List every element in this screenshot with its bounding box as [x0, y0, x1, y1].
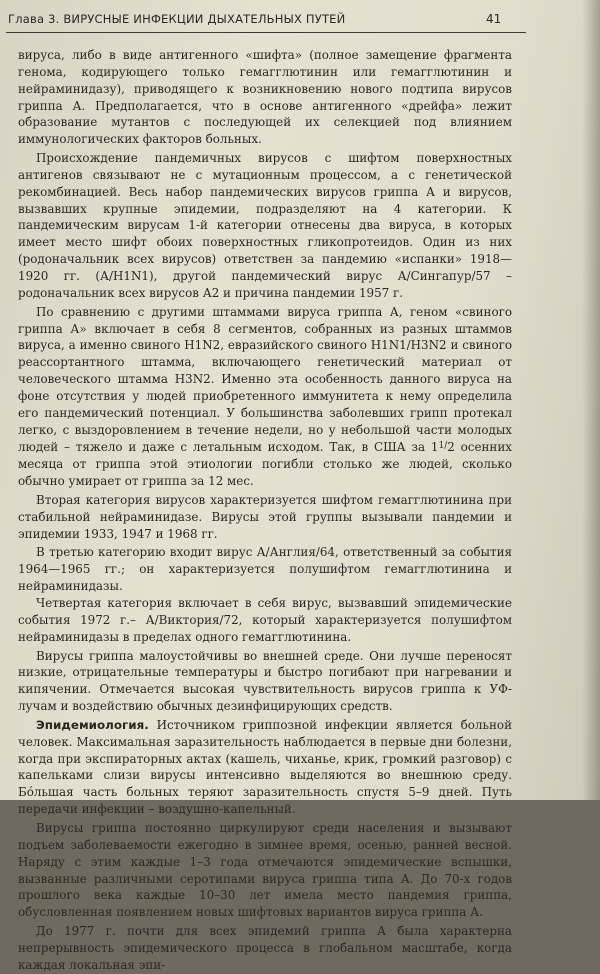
paragraph-antigenic-shift: вируса, либо в виде антигенного «шифта» (полное замещение фрагмента генома, кодирующего только гемагглютинин или гемагглютинин и нейраминидазу), приводящего к возникновению нового подтипа вирусов гриппа А. Предполагается, что в основе антигенного «дрейфа» лежит образование мутантов с последующей их селекцией под влиянием иммунологических факторов больных.: [18, 48, 512, 147]
paragraph-pandemic-origin: Происхождение пандемичных вирусов с шифтом поверхностных антигенов связывают не с мутационным процессом, а с генетической рекомбинацией. Весь набор пандемических вирусов гриппа А и вирусов, вызвавших крупные эпидемии, подразделяют на 4 категории. К пандемическим вирусам 1-й категории отнесены два вируса, в которых имеет место шифт обоих поверхностных гликопротеидов. Один из них (родоначальник всех вирусов) ответствен за пандемию «испанки» 1918—1920 гг. (А/H1N1), другой пандемический вирус А/Сингапур/57 – родоначальник всех вирусов А2 и причина пандемии 1957 г.: [18, 151, 512, 300]
fraction-denominator: 2: [447, 440, 455, 455]
fraction-numerator: 1/: [438, 441, 448, 452]
paragraph-fourth-category: Четвертая категория включает в себя вирус, вызвавший эпидемические события 1972 г.– А/Виктория/72, который характеризуется полушифтом нейраминидазы в пределах одного гемагглютинина.: [18, 596, 512, 644]
page-shadow: [582, 0, 600, 800]
paragraph-circulation: Вирусы гриппа постоянно циркулируют среди населения и вызывают подъем заболеваемости ежегодно в зимнее время, осенью, ранней весной. Наряду с этим каждые 1–3 года отмечаются эпидемические вспышки, вызванные различными серотипами вируса гриппа типа А. До 70-х годов прошлого века каждые 10–30 лет имела место пандемия гриппа, обусловленная появлением новых шифтовых вариантов вируса гриппа А.: [18, 820, 512, 920]
body-text: [18, 47, 512, 974]
chapter-header: Глава 3. ВИРУСНЫЕ ИНФЕКЦИИ ДЫХАТЕЛЬНЫХ ПУТЕЙ: [8, 12, 346, 26]
paragraph-second-category: Вторая категория вирусов характеризуется шифтом гемагглютинина при стабильной нейраминидазе. Вирусы этой группы вызывали пандемии и эпидемии 1933, 1947 и 1968 гг.: [18, 492, 512, 541]
swine-flu-text-start: По сравнению с другими штаммами вируса гриппа А, геном «свиного гриппа А» включает в себя 8 сегментов, собранных из разных штаммов вируса, а именно свиного H1N2, евразийского свиного H1N1/H3N2 и свиного реассортантного штамма, включающего генетический материал от человеческого штамма H3N2. Именно эта особенность данного вируса на фоне отсутствия у людей приобретенного иммунитета к нему определила его пандемический потенциал. У большинства заболевших грипп протекал легко, с выздоровлением в течение недели, но у небольшой части молодых людей – тяжело и даже с летальным исходом. Так, в США за 1: [18, 304, 512, 455]
header-rule: [6, 32, 526, 33]
paragraph-before-1977: До 1977 г. почти для всех эпидемий гриппа А была характерна непрерывность эпидемического процесса в глобальном масштабе, когда каждая локальная эпи-: [18, 924, 512, 972]
page-number: 41: [486, 12, 502, 26]
paragraph-epidemiology: [18, 717, 512, 818]
swine-flu-text-end: осенних месяца от гриппа этой этиологии погибли столько же людей, сколько обычно умирает от гриппа за 12 мес.: [18, 440, 512, 489]
epidemiology-heading: Эпидемиология.: [36, 717, 149, 732]
paragraph-third-category: В третью категорию входит вирус А/Англия/64, ответственный за события 1964—1965 гг.; он характеризуется полушифтом гемагглютинина и нейраминидазы.: [18, 545, 512, 594]
paragraph-swine-flu: [18, 304, 512, 490]
epidemiology-text: Источником гриппозной инфекции является больной человек. Максимальная заразительность наблюдается в первые дни болезни, когда при экспираторных актах (кашель, чиханье, крик, громкий разговор) с капельками слизи вирусы интенсивно выделяются во внешнюю среду. Бóльшая часть больных теряют заразительность спустя 5–9 дней. Путь передачи инфекции – воздушно-капельный.: [18, 717, 512, 817]
paragraph-virus-stability: Вирусы гриппа малоустойчивы во внешней среде. Они лучше переносят низкие, отрицательные температуры и быстро погибают при нагревании и кипячении. Отмечается высокая чувствительность вирусов гриппа к УФ-лучам и воздействию обычных дезинфицирующих средств.: [18, 648, 512, 714]
